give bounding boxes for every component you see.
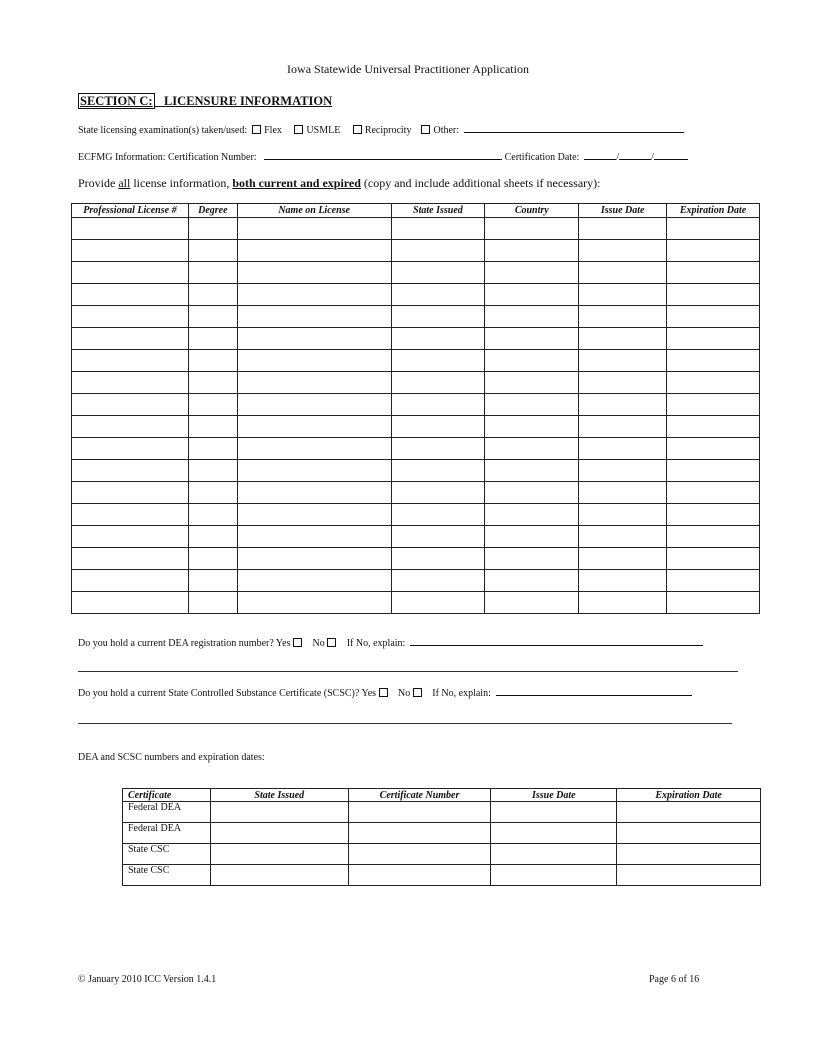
instructions-all: all: [118, 176, 131, 190]
issue-date-cell[interactable]: [579, 350, 667, 372]
country-cell[interactable]: [485, 570, 579, 592]
degree-cell[interactable]: [188, 460, 237, 482]
expiration-date-cell[interactable]: [617, 802, 761, 823]
expiration-date-cell[interactable]: [667, 416, 760, 438]
name-on-license-cell[interactable]: [237, 306, 391, 328]
table-row: [72, 372, 760, 394]
country-cell[interactable]: [485, 218, 579, 240]
name-on-license-cell[interactable]: [237, 328, 391, 350]
license-number-cell[interactable]: [72, 482, 189, 504]
license-number-cell[interactable]: [72, 262, 189, 284]
license-number-cell[interactable]: [72, 306, 189, 328]
footer-version: © January 2010 ICC Version 1.4.1: [78, 974, 217, 985]
license-number-cell[interactable]: [72, 526, 189, 548]
expiration-date-cell[interactable]: [667, 438, 760, 460]
license-number-cell[interactable]: [72, 218, 189, 240]
section-title: LICENSURE INFORMATION: [163, 94, 333, 108]
expiration-date-cell[interactable]: [617, 823, 761, 844]
degree-cell[interactable]: [188, 350, 237, 372]
table-row: [72, 570, 760, 592]
expiration-date-cell[interactable]: [667, 262, 760, 284]
state-issued-cell[interactable]: [391, 548, 485, 570]
expiration-date-cell[interactable]: [667, 394, 760, 416]
column-header: Expiration Date: [667, 204, 760, 218]
issue-date-cell[interactable]: [579, 262, 667, 284]
scsc-question: Do you hold a current State Controlled Substance Certificate (SCSC)?: [78, 688, 360, 699]
dea-question-line: [78, 638, 703, 649]
table-row: [72, 438, 760, 460]
other-checkbox[interactable]: [421, 125, 430, 134]
country-cell[interactable]: [485, 372, 579, 394]
certificate-number-cell[interactable]: [348, 802, 491, 823]
issue-date-cell[interactable]: [579, 218, 667, 240]
dea-explain-field[interactable]: [410, 645, 703, 646]
instructions-text: license information,: [130, 176, 233, 190]
expiration-date-cell[interactable]: [667, 526, 760, 548]
issue-date-cell[interactable]: [579, 592, 667, 614]
expiration-date-cell[interactable]: [667, 328, 760, 350]
issue-date-cell[interactable]: [579, 570, 667, 592]
degree-cell[interactable]: [188, 328, 237, 350]
table-row: [72, 394, 760, 416]
issue-date-cell[interactable]: [579, 526, 667, 548]
expiration-date-cell[interactable]: [667, 570, 760, 592]
state-issued-cell[interactable]: [391, 262, 485, 284]
issue-date-cell[interactable]: [491, 844, 617, 865]
country-cell[interactable]: [485, 504, 579, 526]
column-header: Degree: [188, 204, 237, 218]
table-row: [72, 350, 760, 372]
license-number-cell[interactable]: [72, 372, 189, 394]
scsc-yes-label: Yes: [361, 688, 377, 699]
expiration-date-cell[interactable]: [667, 460, 760, 482]
country-cell[interactable]: [485, 548, 579, 570]
flex-label: Flex: [264, 125, 282, 136]
scsc-no-label: No: [398, 688, 411, 699]
issue-date-cell[interactable]: [579, 482, 667, 504]
state-issued-cell[interactable]: [391, 570, 485, 592]
license-number-cell[interactable]: [72, 328, 189, 350]
state-issued-cell[interactable]: [391, 240, 485, 262]
license-number-cell[interactable]: [72, 504, 189, 526]
degree-cell[interactable]: [188, 306, 237, 328]
dea-no-label: No: [312, 638, 325, 649]
dea-yes-label: Yes: [275, 638, 291, 649]
cert-date-month-field[interactable]: [584, 159, 616, 160]
name-on-license-cell[interactable]: [237, 526, 391, 548]
expiration-date-cell[interactable]: [667, 284, 760, 306]
column-header: Professional License #: [72, 204, 189, 218]
issue-date-cell[interactable]: [579, 504, 667, 526]
table-row: [123, 823, 761, 844]
certification-number-field[interactable]: [264, 159, 502, 160]
state-issued-cell[interactable]: [391, 328, 485, 350]
degree-cell[interactable]: [188, 482, 237, 504]
country-cell[interactable]: [485, 416, 579, 438]
scsc-yes-checkbox[interactable]: [379, 688, 388, 697]
table-row: [72, 284, 760, 306]
issue-date-cell[interactable]: [579, 438, 667, 460]
name-on-license-cell[interactable]: [237, 394, 391, 416]
degree-cell[interactable]: [188, 438, 237, 460]
state-issued-cell[interactable]: [391, 592, 485, 614]
exam-line: [78, 125, 684, 136]
degree-cell[interactable]: [188, 372, 237, 394]
name-on-license-cell[interactable]: [237, 592, 391, 614]
table-row: [72, 262, 760, 284]
expiration-date-cell[interactable]: [667, 504, 760, 526]
instructions-text: Provide: [78, 176, 119, 190]
degree-cell[interactable]: [188, 526, 237, 548]
column-header: Certificate Number: [348, 789, 491, 802]
state-issued-cell[interactable]: [391, 438, 485, 460]
certificate-number-cell[interactable]: [348, 823, 491, 844]
issue-date-cell[interactable]: [491, 823, 617, 844]
issue-date-cell[interactable]: [579, 372, 667, 394]
dea-explain-label: If No, explain:: [346, 638, 406, 649]
country-cell[interactable]: [485, 482, 579, 504]
issue-date-cell[interactable]: [491, 802, 617, 823]
state-issued-cell[interactable]: [210, 823, 348, 844]
name-on-license-cell[interactable]: [237, 570, 391, 592]
license-number-cell[interactable]: [72, 350, 189, 372]
license-number-cell[interactable]: [72, 240, 189, 262]
table-row: [72, 306, 760, 328]
certificate-table-header: [123, 789, 761, 802]
name-on-license-cell[interactable]: [237, 262, 391, 284]
degree-cell[interactable]: [188, 284, 237, 306]
name-on-license-cell[interactable]: [237, 460, 391, 482]
usmle-label: USMLE: [306, 125, 341, 136]
instructions-emphasis: both current and expired: [232, 176, 361, 190]
country-cell[interactable]: [485, 526, 579, 548]
expiration-date-cell[interactable]: [667, 306, 760, 328]
state-issued-cell[interactable]: [210, 844, 348, 865]
table-row: [72, 526, 760, 548]
name-on-license-cell[interactable]: [237, 482, 391, 504]
expiration-date-cell[interactable]: [667, 482, 760, 504]
table-row: [72, 548, 760, 570]
country-cell[interactable]: [485, 262, 579, 284]
issue-date-cell[interactable]: [579, 460, 667, 482]
dea-no-checkbox[interactable]: [327, 638, 336, 647]
license-table: [71, 203, 760, 614]
column-header: Expiration Date: [617, 789, 761, 802]
scsc-question-line: [78, 688, 692, 699]
table-row: [72, 218, 760, 240]
degree-cell[interactable]: [188, 592, 237, 614]
dea-explain-line-2[interactable]: [78, 671, 738, 672]
degree-cell[interactable]: [188, 504, 237, 526]
country-cell[interactable]: [485, 328, 579, 350]
column-header: Name on License: [237, 204, 391, 218]
state-issued-cell[interactable]: [391, 394, 485, 416]
name-on-license-cell[interactable]: [237, 240, 391, 262]
license-number-cell[interactable]: [72, 394, 189, 416]
date-separator: /: [616, 152, 620, 163]
country-cell[interactable]: [485, 284, 579, 306]
certificate-table: [122, 788, 761, 886]
table-row: [72, 240, 760, 262]
state-issued-cell[interactable]: [391, 482, 485, 504]
name-on-license-cell[interactable]: [237, 438, 391, 460]
state-issued-cell[interactable]: [391, 504, 485, 526]
state-issued-cell[interactable]: [391, 284, 485, 306]
cert-date-day-field[interactable]: [619, 159, 651, 160]
state-issued-cell[interactable]: [391, 218, 485, 240]
table-row: [72, 328, 760, 350]
degree-cell[interactable]: [188, 394, 237, 416]
column-header: Issue Date: [491, 789, 617, 802]
license-instructions: [78, 176, 601, 191]
country-cell[interactable]: [485, 350, 579, 372]
license-number-cell[interactable]: [72, 592, 189, 614]
table-row: [123, 844, 761, 865]
issue-date-cell[interactable]: [579, 328, 667, 350]
state-issued-cell[interactable]: [391, 372, 485, 394]
dea-yes-checkbox[interactable]: [293, 638, 302, 647]
other-label: Other:: [433, 125, 460, 136]
column-header: State Issued: [210, 789, 348, 802]
table-row: [123, 865, 761, 886]
reciprocity-checkbox[interactable]: [353, 125, 362, 134]
column-header: State Issued: [391, 204, 485, 218]
state-issued-cell[interactable]: [391, 416, 485, 438]
issue-date-cell[interactable]: [579, 548, 667, 570]
country-cell[interactable]: [485, 240, 579, 262]
flex-checkbox[interactable]: [252, 125, 261, 134]
issue-date-cell[interactable]: [491, 865, 617, 886]
license-number-cell[interactable]: [72, 548, 189, 570]
expiration-date-cell[interactable]: [617, 865, 761, 886]
issue-date-cell[interactable]: [579, 394, 667, 416]
scsc-explain-label: If No, explain:: [432, 688, 491, 699]
country-cell[interactable]: [485, 438, 579, 460]
country-cell[interactable]: [485, 460, 579, 482]
expiration-date-cell[interactable]: [667, 218, 760, 240]
license-number-cell[interactable]: [72, 416, 189, 438]
table-row: [123, 802, 761, 823]
issue-date-cell[interactable]: [579, 240, 667, 262]
country-cell[interactable]: [485, 394, 579, 416]
column-header: Country: [485, 204, 579, 218]
license-number-cell[interactable]: [72, 438, 189, 460]
scsc-no-checkbox[interactable]: [413, 688, 422, 697]
issue-date-cell[interactable]: [579, 306, 667, 328]
other-field[interactable]: [464, 132, 684, 133]
license-table-header: [72, 204, 760, 218]
degree-cell[interactable]: [188, 240, 237, 262]
name-on-license-cell[interactable]: [237, 284, 391, 306]
name-on-license-cell[interactable]: [237, 218, 391, 240]
license-number-cell[interactable]: [72, 284, 189, 306]
column-header: Certificate: [123, 789, 211, 802]
date-separator: /: [651, 152, 654, 163]
expiration-date-cell[interactable]: [667, 240, 760, 262]
license-number-cell[interactable]: [72, 570, 189, 592]
expiration-date-cell[interactable]: [667, 592, 760, 614]
certificate-type: Federal DEA: [123, 802, 211, 823]
name-on-license-cell[interactable]: [237, 548, 391, 570]
table-row: [72, 482, 760, 504]
scsc-explain-line-2[interactable]: [78, 723, 732, 724]
certificate-type: Federal DEA: [123, 823, 211, 844]
section-label: SECTION C:: [80, 94, 153, 108]
dea-scsc-label: DEA and SCSC numbers and expiration dates:: [78, 752, 265, 763]
footer-page-number: Page 6 of 16: [649, 974, 700, 985]
degree-cell[interactable]: [188, 218, 237, 240]
document-header: Iowa Statewide Universal Practitioner Application: [287, 62, 529, 76]
name-on-license-cell[interactable]: [237, 350, 391, 372]
ecfmg-line: [78, 152, 688, 163]
state-issued-cell[interactable]: [391, 526, 485, 548]
ecfmg-label: ECFMG Information: Certification Number:: [78, 152, 257, 163]
license-number-cell[interactable]: [72, 460, 189, 482]
table-row: [72, 416, 760, 438]
issue-date-cell[interactable]: [579, 284, 667, 306]
country-cell[interactable]: [485, 306, 579, 328]
usmle-checkbox[interactable]: [294, 125, 303, 134]
name-on-license-cell[interactable]: [237, 504, 391, 526]
degree-cell[interactable]: [188, 548, 237, 570]
instructions-text: (copy and include additional sheets if necessary):: [360, 176, 601, 190]
certification-date-label: Certification Date:: [504, 152, 580, 163]
expiration-date-cell[interactable]: [667, 372, 760, 394]
name-on-license-cell[interactable]: [237, 372, 391, 394]
dea-question: Do you hold a current DEA registration number?: [78, 638, 274, 649]
degree-cell[interactable]: [188, 262, 237, 284]
certificate-type: State CSC: [123, 865, 211, 886]
state-issued-cell[interactable]: [391, 306, 485, 328]
certificate-number-cell[interactable]: [348, 865, 491, 886]
section-heading: [78, 94, 332, 109]
state-issued-cell[interactable]: [210, 802, 348, 823]
expiration-date-cell[interactable]: [617, 844, 761, 865]
table-row: [72, 460, 760, 482]
cert-date-year-field[interactable]: [654, 159, 688, 160]
degree-cell[interactable]: [188, 416, 237, 438]
state-issued-cell[interactable]: [210, 865, 348, 886]
reciprocity-label: Reciprocity: [364, 125, 412, 136]
expiration-date-cell[interactable]: [667, 350, 760, 372]
column-header: Issue Date: [579, 204, 667, 218]
table-row: [72, 504, 760, 526]
certificate-number-cell[interactable]: [348, 844, 491, 865]
table-row: [72, 592, 760, 614]
exam-label: State licensing examination(s) taken/used:: [78, 125, 248, 136]
state-issued-cell[interactable]: [391, 350, 485, 372]
issue-date-cell[interactable]: [579, 416, 667, 438]
degree-cell[interactable]: [188, 570, 237, 592]
state-issued-cell[interactable]: [391, 460, 485, 482]
name-on-license-cell[interactable]: [237, 416, 391, 438]
expiration-date-cell[interactable]: [667, 548, 760, 570]
certificate-type: State CSC: [123, 844, 211, 865]
country-cell[interactable]: [485, 592, 579, 614]
scsc-explain-field[interactable]: [496, 695, 692, 696]
